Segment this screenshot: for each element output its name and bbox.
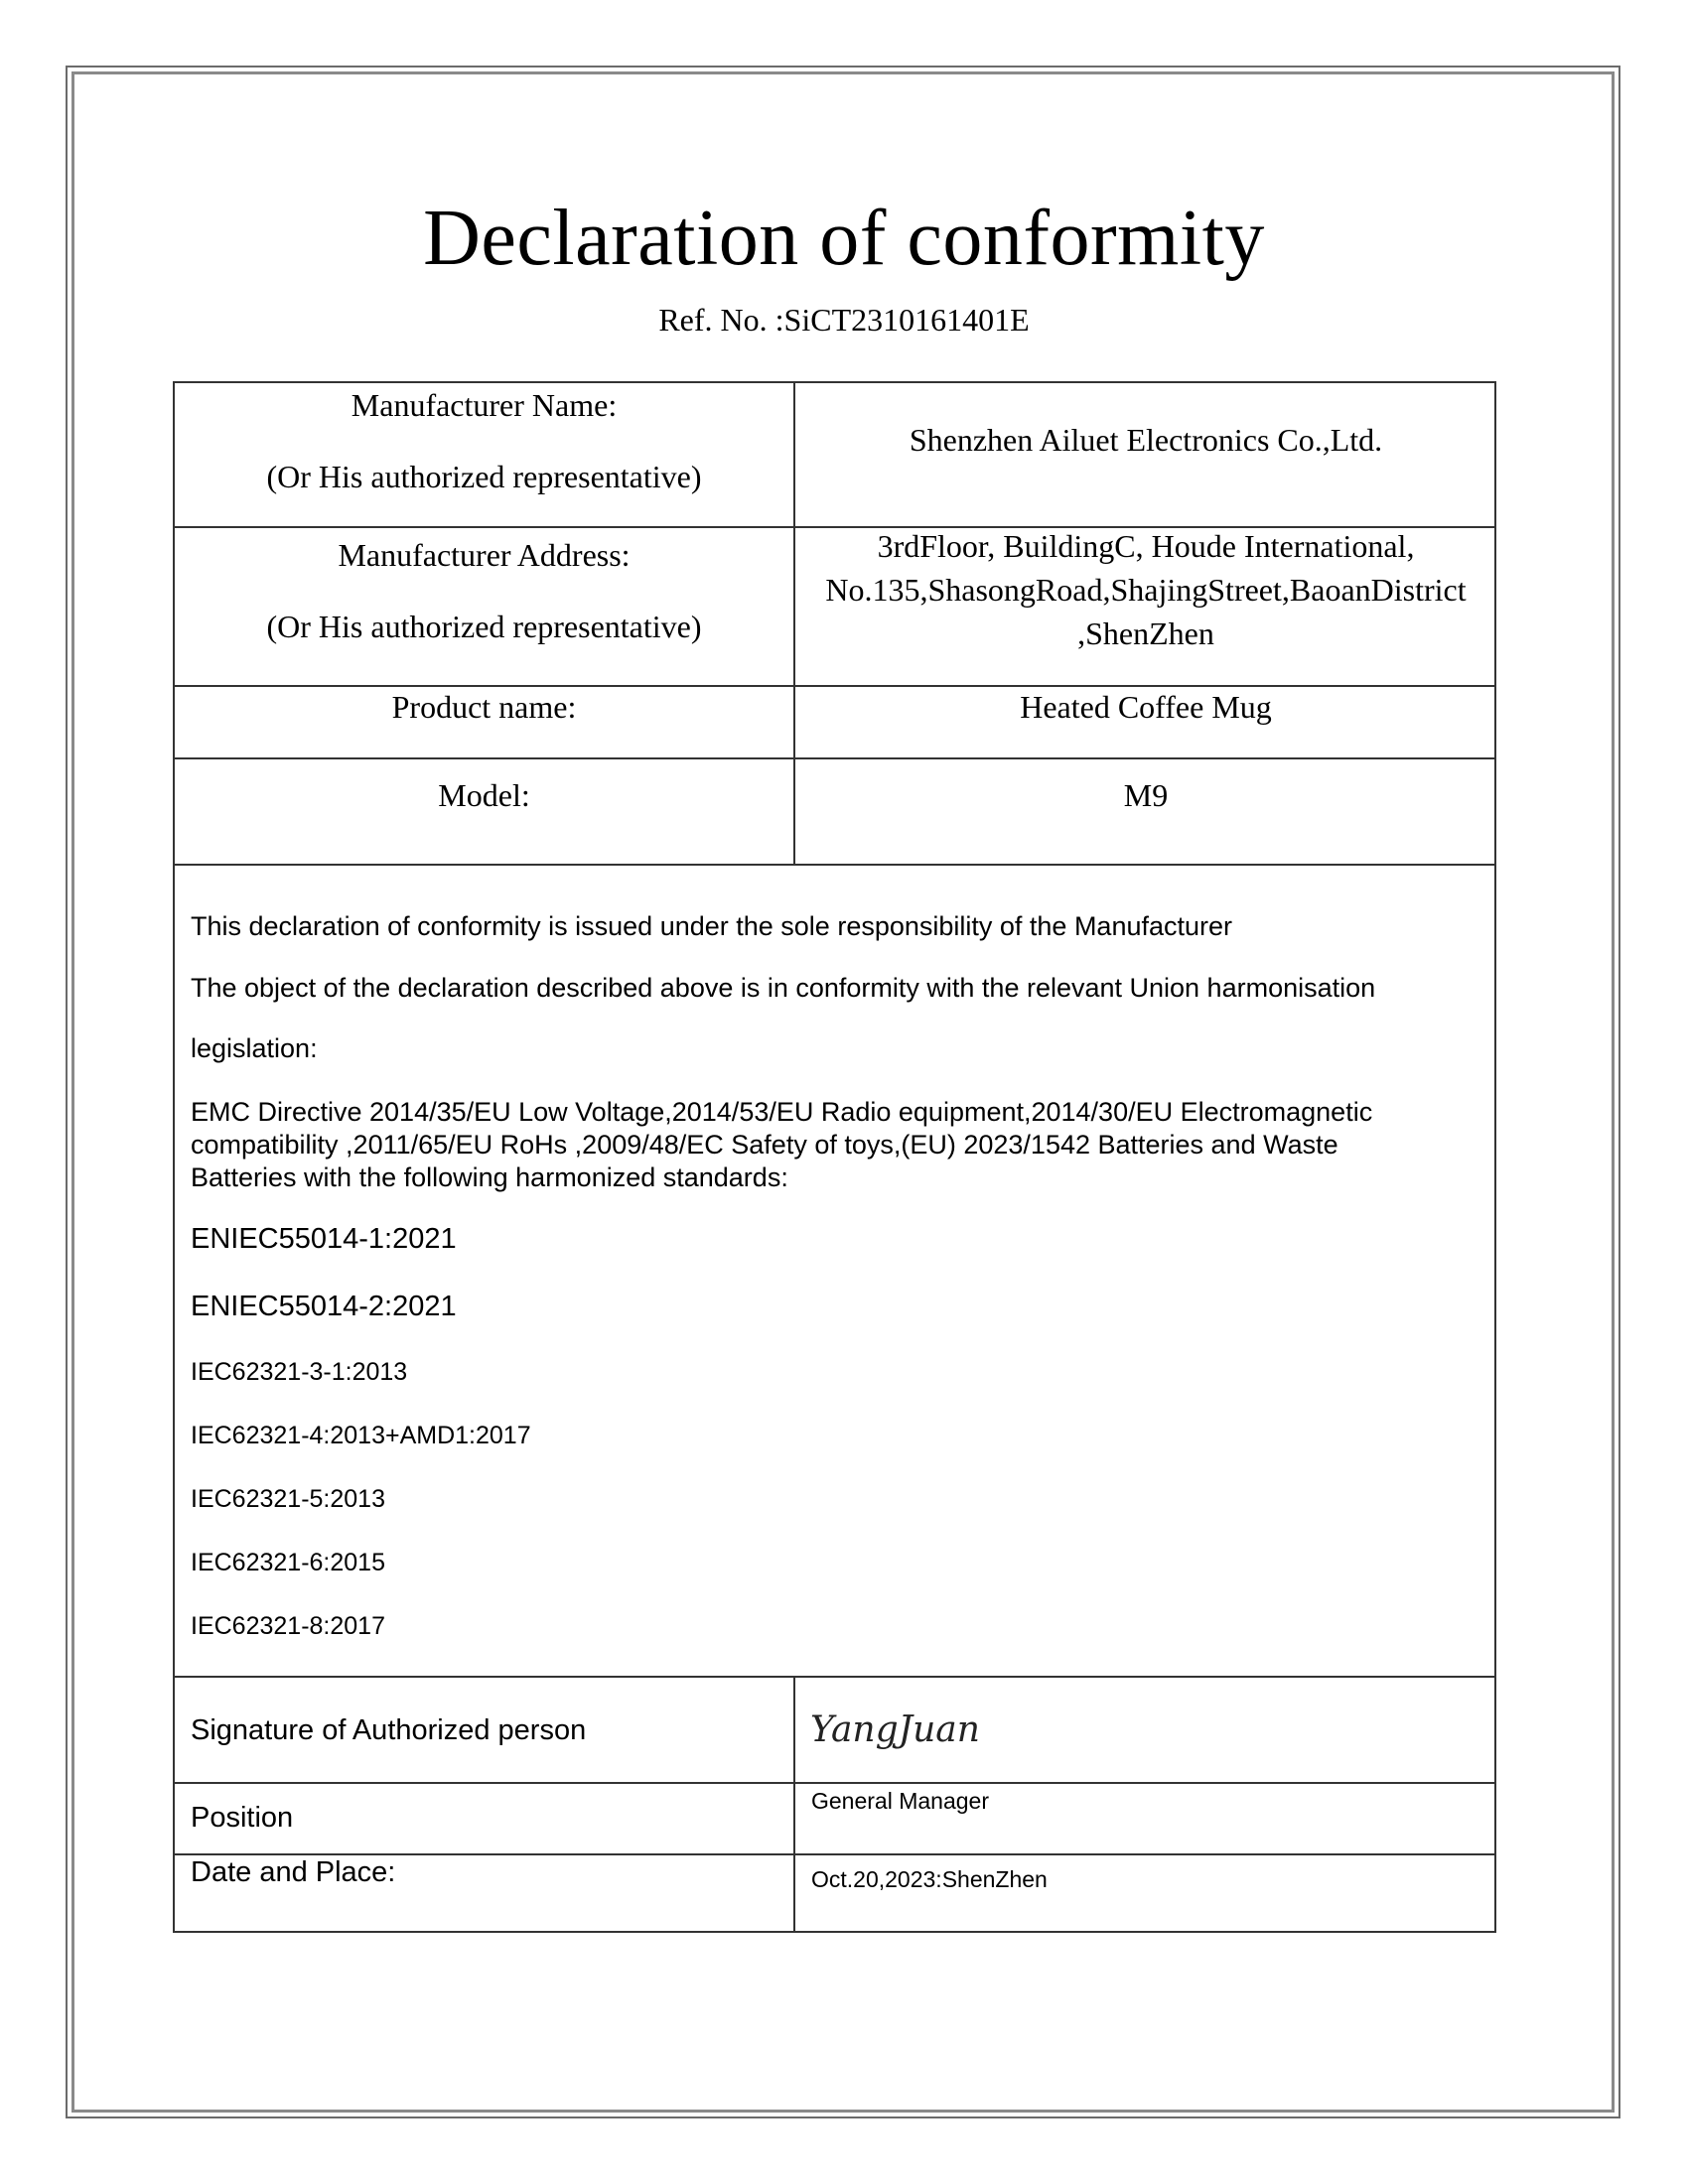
declaration-table — [173, 381, 1496, 1933]
reference-number: Ref. No. :SiCT2310161401E — [658, 302, 1030, 338]
directives-line: EMC Directive 2014/35/EU Low Voltage,2014/53/EU Radio equipment,2014/30/EU Electromagnetic — [191, 1097, 1373, 1127]
manufacturer-address-label-cell — [175, 528, 793, 685]
address-line: 3rdFloor, BuildingC, Houde International, — [877, 528, 1415, 564]
manufacturer-name-label: Manufacturer Name: — [351, 387, 618, 423]
manufacturer-name-sublabel: (Or His authorized representative) — [266, 459, 702, 494]
manufacturer-name-value-cell — [795, 383, 1496, 526]
manufacturer-name-label-cell — [175, 383, 793, 526]
signature-label: Signature of Authorized person — [191, 1714, 587, 1746]
address-line: ,ShenZhen — [1077, 615, 1214, 651]
address-line: No.135,ShasongRoad,ShajingStreet,BaoanDistrict — [825, 572, 1467, 608]
manufacturer-address-label: Manufacturer Address: — [338, 537, 631, 573]
table-rule — [175, 1676, 1494, 1678]
date-place-value: Oct.20,2023:ShenZhen — [811, 1866, 1048, 1892]
product-name-label: Product name: — [391, 689, 577, 725]
directives-line: Batteries with the following harmonized standards: — [191, 1162, 788, 1192]
declaration-paragraph: The object of the declaration described above is in conformity with the relevant Union harmonisation — [191, 973, 1376, 1003]
standard-item: ENIEC55014-2:2021 — [191, 1291, 457, 1322]
product-name-label-cell — [175, 687, 793, 757]
date-place-label: Date and Place: — [191, 1856, 396, 1888]
model-label: Model: — [438, 777, 530, 813]
standard-item: IEC62321-6:2015 — [191, 1549, 385, 1576]
table-rule — [175, 1782, 1494, 1784]
manufacturer-name-value: Shenzhen Ailuet Electronics Co.,Ltd. — [909, 422, 1383, 458]
standard-item: ENIEC55014-1:2021 — [191, 1223, 457, 1255]
directives-line: compatibility ,2011/65/EU RoHs ,2009/48/EC Safety of toys,(EU) 2023/1542 Batteries and Waste — [191, 1130, 1338, 1160]
standard-item: IEC62321-5:2013 — [191, 1485, 385, 1513]
position-label: Position — [191, 1802, 294, 1834]
product-name-value: Heated Coffee Mug — [1020, 689, 1272, 725]
position-value: General Manager — [811, 1788, 989, 1814]
standard-item: IEC62321-8:2017 — [191, 1612, 385, 1640]
handwritten-signature: YangJuan — [810, 1709, 980, 1750]
declaration-paragraph: legislation: — [191, 1033, 318, 1063]
manufacturer-address-sublabel: (Or His authorized representative) — [266, 609, 702, 644]
column-divider — [793, 1676, 795, 1933]
model-label-cell — [175, 759, 793, 864]
product-name-value-cell — [795, 687, 1496, 757]
table-rule — [175, 864, 1494, 866]
manufacturer-address-value-cell — [795, 528, 1496, 685]
model-value: M9 — [1123, 777, 1169, 813]
document-title: Declaration of conformity — [423, 195, 1265, 282]
model-value-cell — [795, 759, 1496, 864]
standard-item: IEC62321-4:2013+AMD1:2017 — [191, 1422, 531, 1449]
declaration-paragraph: This declaration of conformity is issued under the sole responsibility of the Manufacturer — [191, 911, 1233, 941]
table-rule — [175, 1853, 1494, 1855]
standard-item: IEC62321-3-1:2013 — [191, 1358, 408, 1386]
